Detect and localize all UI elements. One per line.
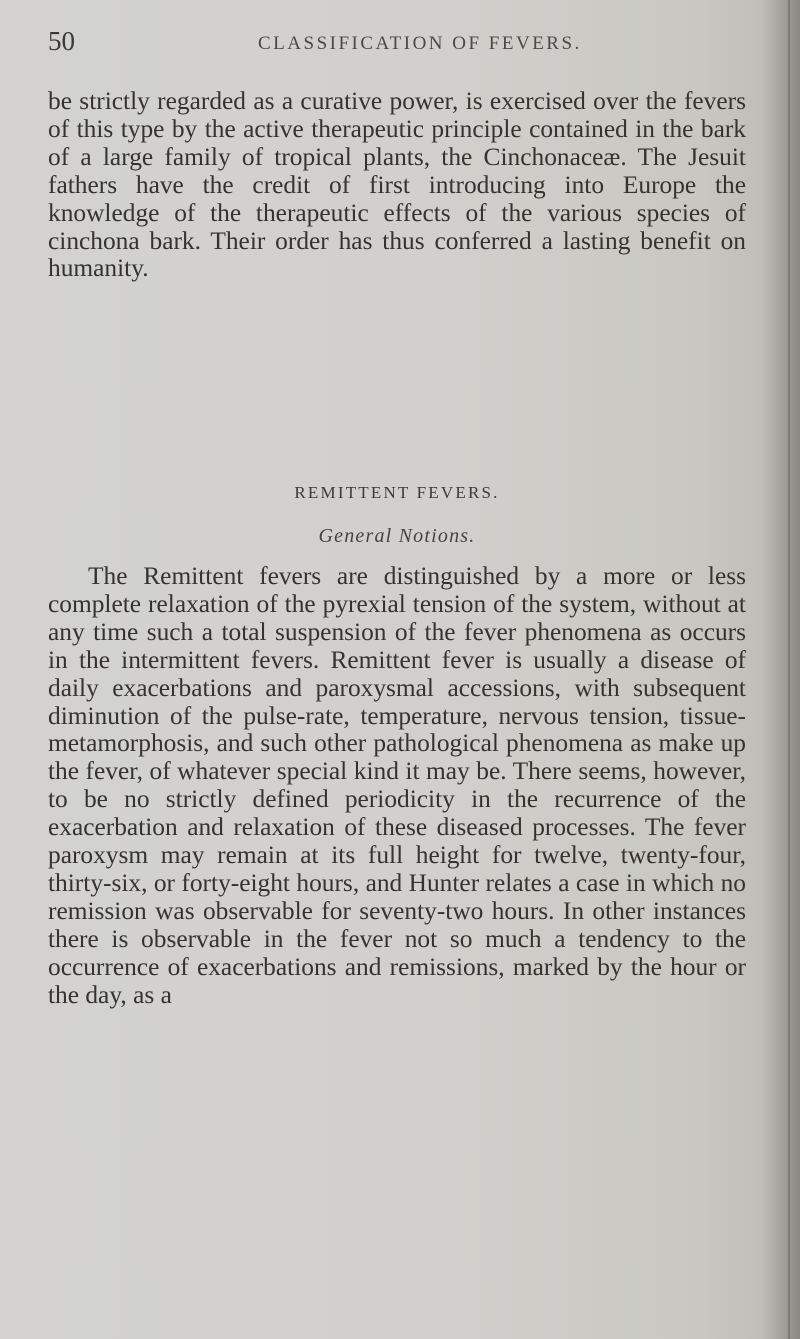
section-subheading: General Notions. bbox=[318, 525, 476, 547]
page-header bbox=[48, 26, 748, 56]
running-head: CLASSIFICATION OF FEVERS. bbox=[258, 33, 582, 54]
paragraph-continuation: be strictly regarded as a curative power, is exercised over the fevers of this type by the active therapeutic principle contained in the bark of a large family of tropical plants, the Cinchonaceæ. The Jesuit fathers have the credit of first introducing into Europe the knowledge of the therapeutic effects of the various species of cinchona bark. Their order has thus conferred a lasting benefit on humanity. bbox=[48, 87, 746, 283]
page-edge-line bbox=[788, 0, 790, 1339]
paragraph-remittent-fevers: The Remittent fevers are distinguished by a more or less complete relaxation of the pyrexial tension of the system, without at any time such a total suspension of the fever phenomena as occurs in the intermittent fevers. Remittent fever is usually a disease of daily exacerbations and paroxysmal accessions, with subsequent diminution of the pulse-rate, temperature, nervous tension, tissue-metamorphosis, and such other pathological phenomena as make up the fever, of whatever special kind it may be. There seems, however, to be no strictly defined periodicity in the recurrence of the exacerbation and relaxation of these diseased processes. The fever paroxysm may remain at its full height for twelve, twenty-four, thirty-six, or forty-eight hours, and Hunter relates a case in which no remission was observable for seventy-two hours. In other instances there is observable in the fever not so much a tendency to the occurrence of exacerbations and remissions, marked by the hour or the day, as a bbox=[48, 562, 746, 1009]
page-edge-shadow bbox=[762, 0, 800, 1339]
page-number: 50 bbox=[48, 26, 75, 56]
section-heading: REMITTENT FEVERS. bbox=[294, 483, 500, 502]
